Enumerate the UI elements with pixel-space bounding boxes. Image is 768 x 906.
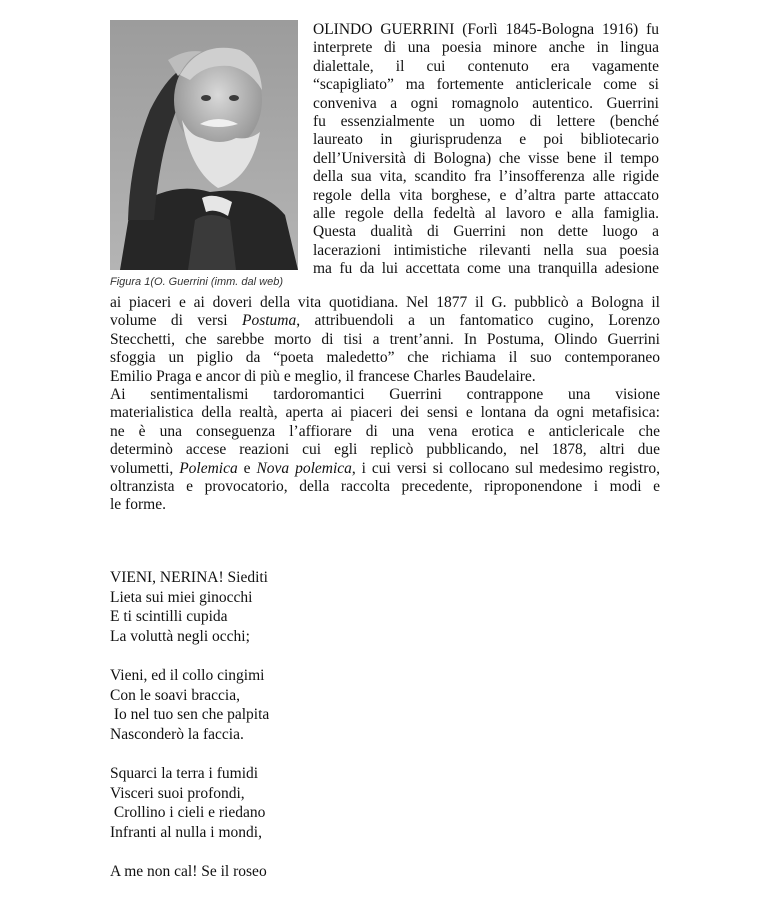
text-line: della sua vita, scandito fra l’insofferenza alle rigide	[313, 168, 659, 186]
text-line: Ai sentimentalismi tardoromantici Guerrini contrappone una visione	[110, 386, 660, 404]
text-line: oltranzista e provocatorio, della raccolta precedente, riproponendone i modi e	[110, 478, 660, 496]
text-line: alle regole della fedeltà al lavoro e alla famiglia.	[313, 205, 659, 223]
text-line: determinò accese reazioni cui egli replicò pubblicando, nel 1878, altri due	[110, 441, 660, 459]
text-line: materialistica della realtà, aperta ai piaceri dei sensi e lontana da ogni metafisica:	[110, 404, 660, 422]
poem-stanza	[110, 666, 430, 744]
poem-line: A me non cal! Se il roseo	[110, 862, 267, 880]
portrait-figure	[110, 20, 302, 288]
text-line: sfoggia un piglio da “poeta maledetto” che richiama il suo contemporaneo	[110, 349, 660, 367]
body-paragraphs	[110, 294, 660, 515]
poem-line: E ti scintilli cupida	[110, 608, 228, 626]
poem	[110, 568, 430, 901]
intro-paragraph	[313, 21, 659, 279]
poem-line: Infranti al nulla i mondi,	[110, 823, 262, 841]
text-line: regole della vita borghese, e d’altra parte attaccato	[313, 186, 659, 204]
text-line: lacerazioni intimistiche rilevanti nella sua poesia	[313, 241, 659, 259]
poem-line: Crollino i cieli e riedano	[110, 804, 266, 822]
text-line: le forme.	[110, 496, 166, 514]
text-line: Stecchetti, che sarebbe morto di tisi a trent’anni. In Postuma, Olindo Guerrini	[110, 330, 660, 348]
poem-line: La voluttà negli occhi;	[110, 627, 250, 645]
poem-line: Io nel tuo sen che palpita	[110, 706, 270, 724]
poem-line: Nasconderò la faccia.	[110, 725, 244, 743]
poem-line: Vieni, ed il collo cingimi	[110, 666, 265, 684]
text-line: conveniva a ogni romagnolo autentico. Guerrini	[313, 94, 659, 112]
text-line: dialettale, il cui contenuto era vagamente	[313, 57, 659, 75]
text-line: laureato in giurisprudenza e poi bibliotecario	[313, 131, 659, 149]
portrait-photo	[110, 20, 298, 270]
text-line: dell’Università di Bologna) che visse bene il tempo	[313, 149, 659, 167]
text-line: ne è una conseguenza l’affiorare di una vena erotica e anticlericale che	[110, 422, 660, 440]
text-line: OLINDO GUERRINI (Forlì 1845-Bologna 1916) fu	[313, 21, 659, 38]
text-line: Emilio Praga e ancor di più e meglio, il francese Charles Baudelaire.	[110, 367, 536, 385]
text-line: “scapigliato” ma fortemente anticlericale come si	[313, 76, 659, 94]
text-line: Questa dualità di Guerrini non dette luogo a	[313, 223, 659, 241]
poem-stanza	[110, 764, 430, 842]
text-line: ma fu da lui accettata come una tranquilla adesione	[313, 260, 659, 278]
text-line: volume di versi Postuma, attribuendoli a un fantomatico cugino, Lorenzo	[110, 312, 661, 330]
text-line: ai piaceri e ai doveri della vita quotidiana. Nel 1877 il G. pubblicò a Bologna il	[110, 294, 660, 311]
poem-line: Squarci la terra i fumidi	[110, 764, 259, 782]
poem-line: Con le soavi braccia,	[110, 686, 240, 704]
poem-line: Visceri suoi profondi,	[110, 784, 245, 802]
figure-caption: Figura 1(O. Guerrini (imm. dal web)	[110, 276, 283, 288]
text-line: interprete di una poesia minore anche in lingua	[313, 39, 659, 57]
poem-stanza	[110, 568, 430, 646]
text-line: volumetti, Polemica e Nova polemica, i cui versi si collocano sul medesimo registro,	[110, 459, 661, 477]
text-line: fu essenzialmente un uomo di lettere (benché	[313, 113, 659, 131]
poem-line: VIENI, NERINA! Siediti	[110, 569, 268, 586]
poem-line: Lieta sui miei ginocchi	[110, 588, 253, 606]
poem-stanza	[110, 862, 430, 882]
